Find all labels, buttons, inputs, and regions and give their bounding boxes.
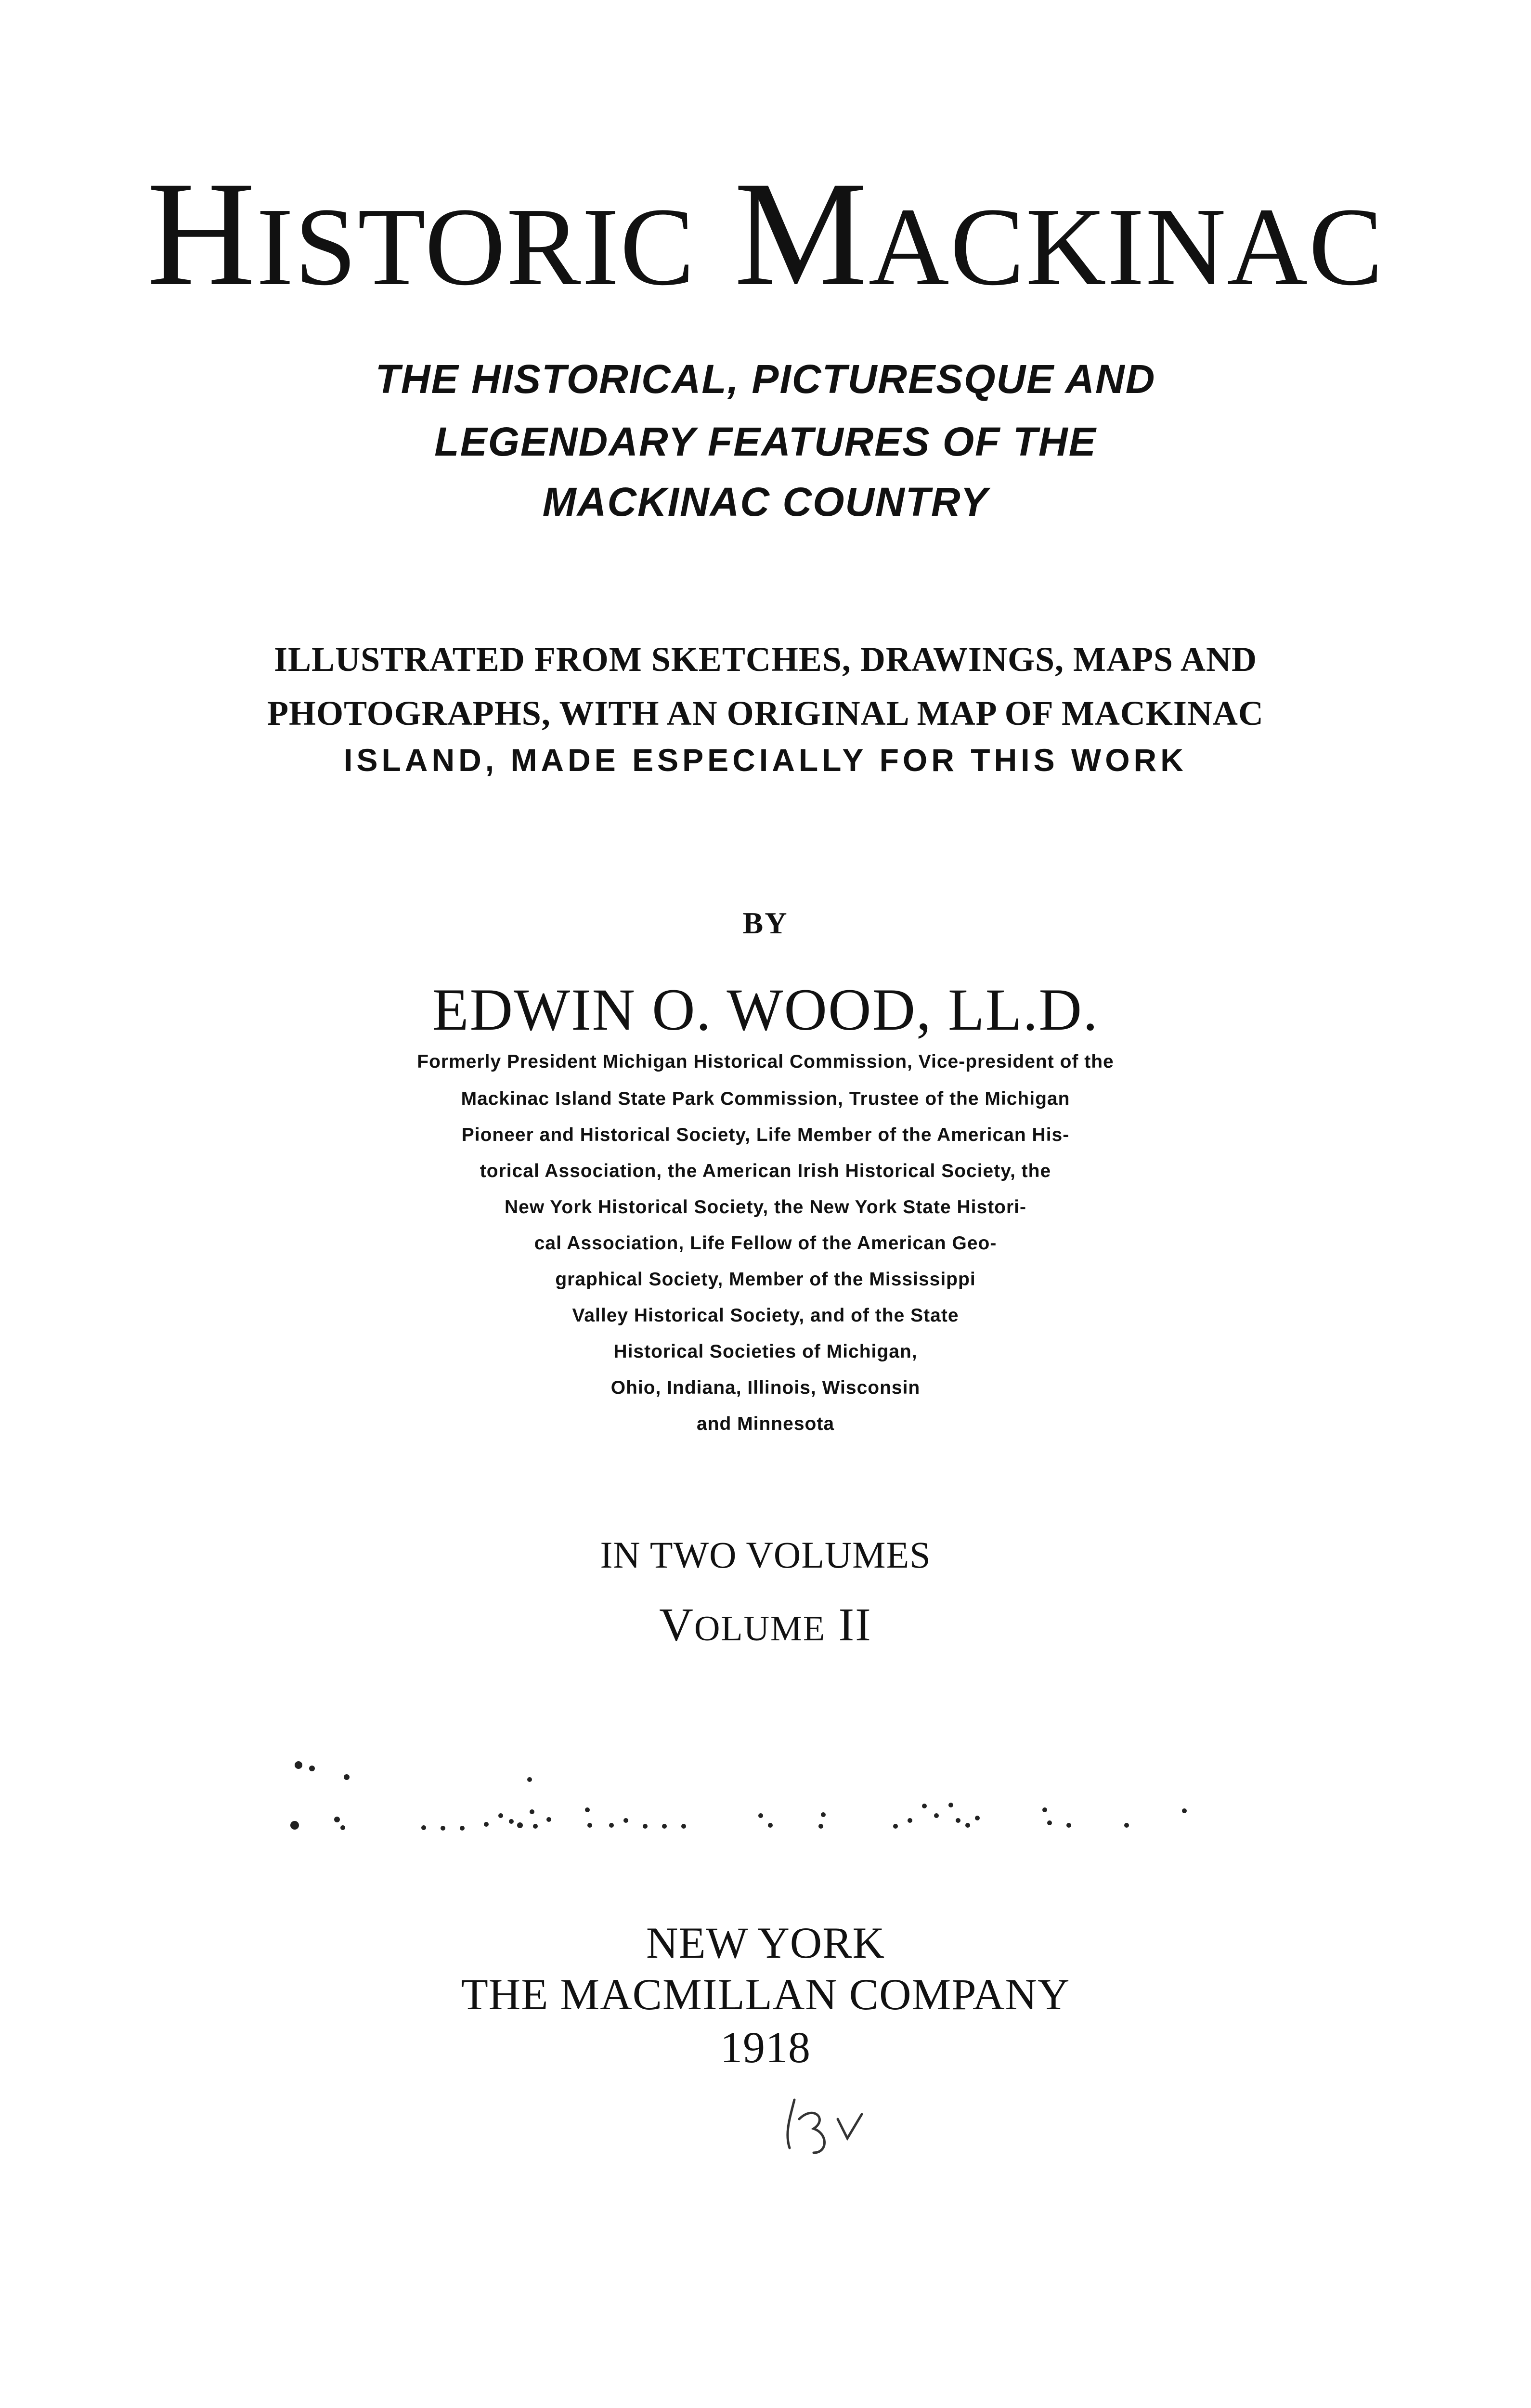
subtitle-line: LEGENDARY FEATURES OF THE <box>434 419 1097 464</box>
subtitle-line: THE HISTORICAL, PICTURESQUE AND <box>375 356 1156 402</box>
volume-count: IN TWO VOLUMES <box>600 1534 931 1576</box>
volume-word-rest: OLUME <box>694 1609 826 1649</box>
volume-number <box>0 1601 1531 1649</box>
handwritten-pencil-mark <box>788 2100 862 2153</box>
author-credentials-line: Ohio, Indiana, Illinois, Wisconsin <box>610 1377 921 1398</box>
author-credentials-line: and Minnesota <box>696 1413 835 1434</box>
subtitle-line: MACKINAC COUNTRY <box>542 479 989 524</box>
illustration-note-line: ILLUSTRATED FROM SKETCHES, DRAWINGS, MAPS AND <box>274 640 1257 679</box>
book-title <box>0 151 1531 317</box>
book-title-rest-1: ISTORIC <box>256 185 696 309</box>
author-credentials-line: torical Association, the American Irish Historical Society, the <box>480 1161 1051 1181</box>
publisher-city: NEW YORK <box>646 1918 885 1967</box>
book-title-rest-2: ACKINAC <box>868 185 1384 309</box>
author-credentials-line: Mackinac Island State Park Commission, Trustee of the Michigan <box>461 1088 1070 1109</box>
volume-word-initial: V <box>659 1599 694 1651</box>
publication-year: 1918 <box>720 2023 811 2072</box>
book-title-initial-1: H <box>147 151 257 317</box>
volume-numeral: II <box>838 1599 872 1651</box>
publisher-name: THE MACMILLAN COMPANY <box>461 1970 1070 2019</box>
author-credentials-line: Pioneer and Historical Society, Life Member of the American His- <box>461 1125 1070 1145</box>
illustration-note-line: PHOTOGRAPHS, WITH AN ORIGINAL MAP OF MACKINAC <box>267 694 1264 733</box>
by-line: BY <box>742 906 789 940</box>
author-credentials-line: graphical Society, Member of the Mississippi <box>555 1269 976 1290</box>
author-credentials-line: Formerly President Michigan Historical Commission, Vice-president of the <box>417 1051 1114 1072</box>
author-credentials-line: Valley Historical Society, and of the State <box>572 1305 959 1326</box>
book-title-initial-2: M <box>734 151 869 317</box>
author-credentials-line: Historical Societies of Michigan, <box>613 1341 918 1362</box>
author-name: EDWIN O. WOOD, LL.D. <box>432 977 1099 1043</box>
author-credentials-line: New York Historical Society, the New York State Histori- <box>504 1197 1027 1217</box>
illustration-note-line: ISLAND, MADE ESPECIALLY FOR THIS WORK <box>344 742 1187 778</box>
author-credentials-line: cal Association, Life Fellow of the American Geo- <box>534 1233 997 1254</box>
